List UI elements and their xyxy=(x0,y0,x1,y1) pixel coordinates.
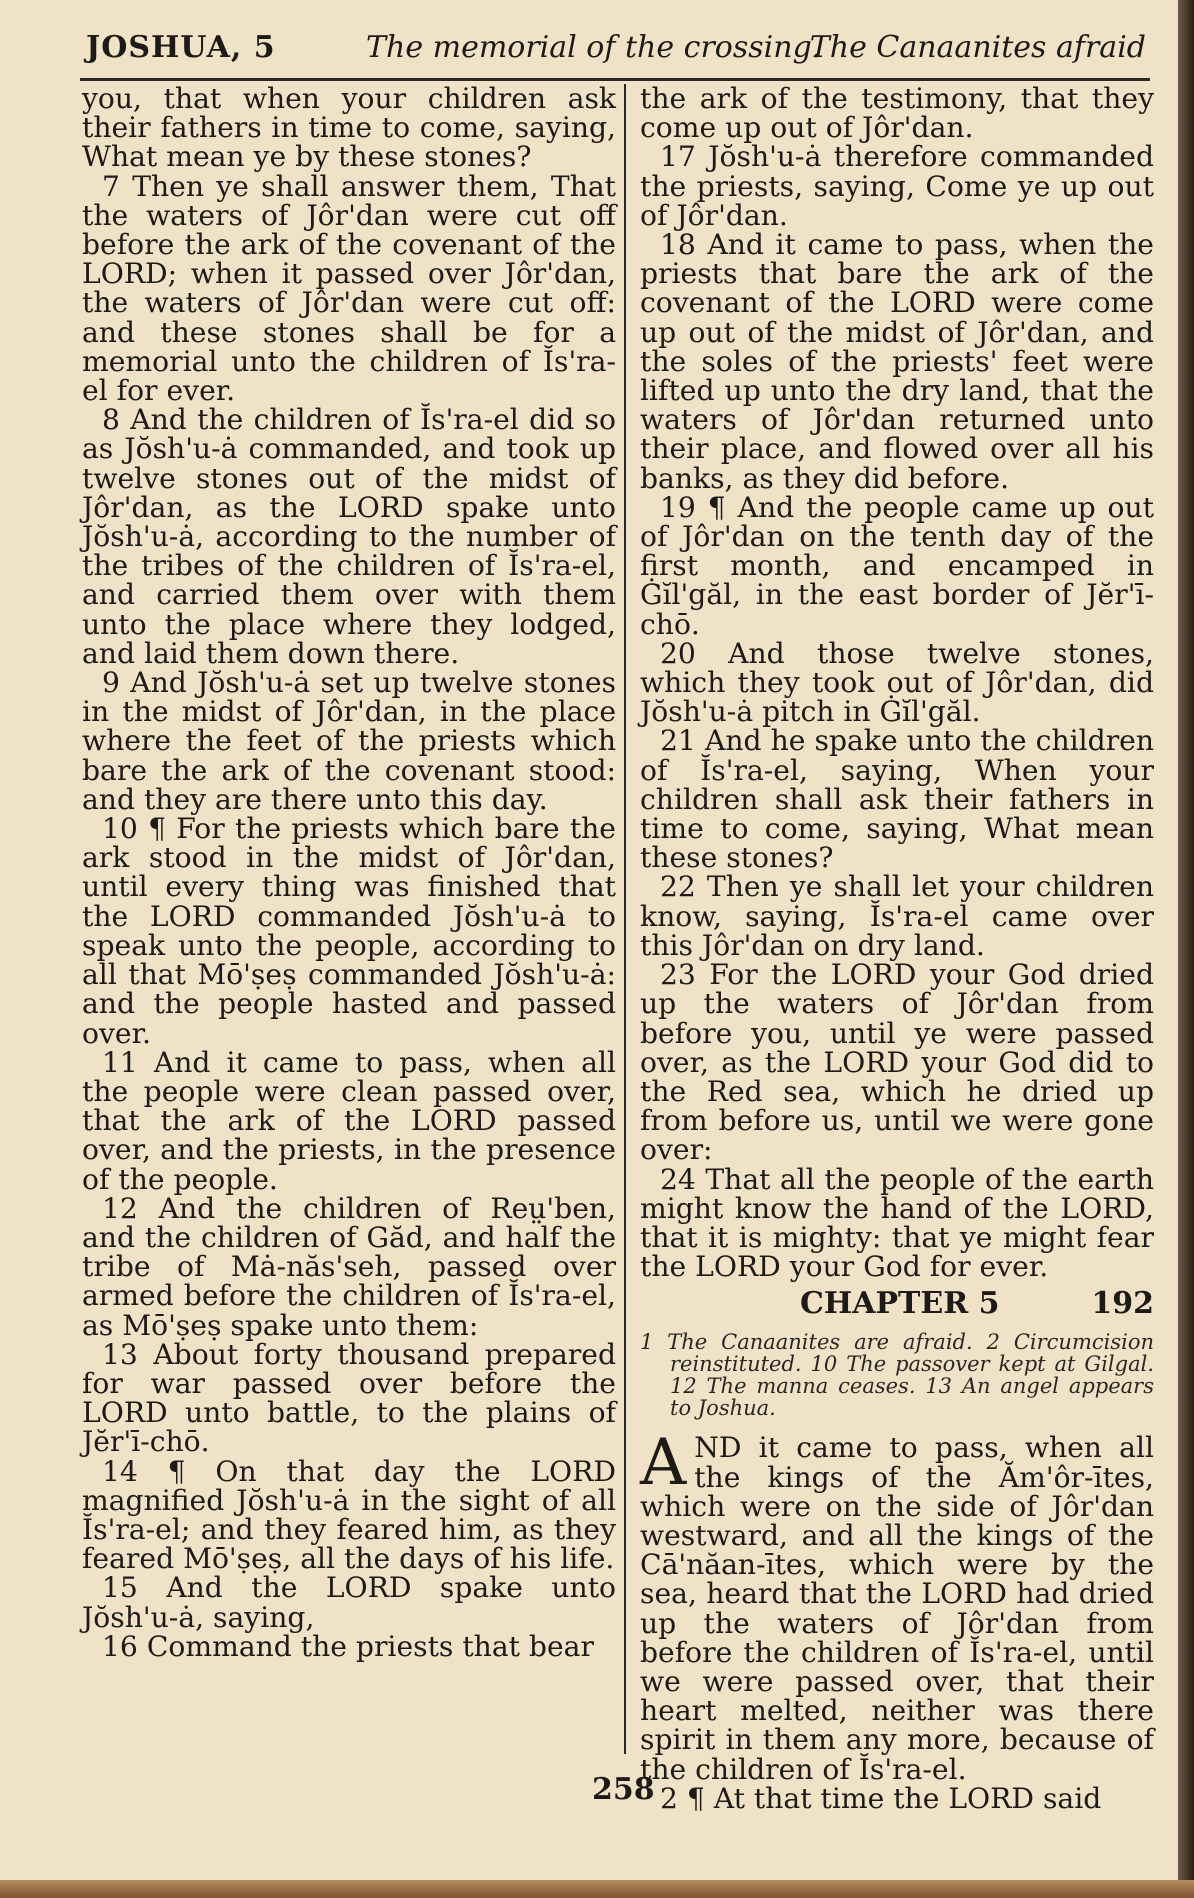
page-number: 258 xyxy=(592,1772,655,1807)
verse-paragraph: 12 And the children of Reṳ'ben, and the children of Găd, and half the tribe of Mȧ-năs'seh, passed over armed before the children of Ĭs'ra-el, as Mō'ṣeṣ spake unto them: xyxy=(82,1191,616,1342)
verse-paragraph: 19 ¶ And the people came up out of Jôr'dan on the tenth day of the first month, and encamped in Ġĭl'găl, in the east border of Jĕr'ī-chō. xyxy=(640,490,1154,641)
verse-paragraph: 24 That all the people of the earth might know the hand of the LORD, that it is mighty: that ye might fear the LORD your God for ever. xyxy=(640,1162,1154,1284)
header-topic-left: The memorial of the crossing. xyxy=(366,30,822,65)
verse-paragraph: 8 And the children of Ĭs'ra-el did so as Jŏsh'u-ȧ commanded, and took up twelve stones out of the midst of Jôr'dan, as the LORD spake unto Jŏsh'u-ȧ, according to the number of the tribes of the children of Ĭs'ra-el, and carried them over with them unto the place where they lodged, and laid them down there. xyxy=(82,403,616,670)
book-edge xyxy=(1178,0,1194,1898)
drop-cap: A xyxy=(640,1426,687,1501)
page-bottom-edge xyxy=(0,1880,1194,1898)
chapter-opening xyxy=(640,1426,1154,1786)
right-column xyxy=(640,84,1154,1813)
left-column xyxy=(82,84,616,1661)
header-topic-right: The Canaanites afraid xyxy=(809,30,1146,65)
book-chapter-heading: JOSHUA, 5 xyxy=(86,30,276,65)
opening-text: ND it came to pass, when all the kings of the Ăm'ôr-ītes, which were on the side of Jôr'dan westward, and all the kings of the Cā'năan-ītes, which were by the sea, heard that the LORD had dried up the waters of Jôr'dan from before the children of Ĭs'ra-el, until we were passed over, that their heart melted, neither was there spirit in them any more, because of the children of Ĭs'ra-el. xyxy=(640,1431,1154,1786)
verse-paragraph: 20 And those twelve stones, which they took out of Jôr'dan, did Jŏsh'u-ȧ pitch in Ġĭl'găl. xyxy=(640,636,1154,729)
chapter-number: 192 xyxy=(1091,1286,1154,1322)
chapter-heading xyxy=(640,1286,1154,1323)
verse-paragraph: you, that when your children ask their fathers in time to come, saying, What mean ye by these stones? xyxy=(82,82,616,174)
verse-paragraph: 10 ¶ For the priests which bare the ark stood in the midst of Jôr'dan, until every thing was finished that the LORD commanded Jŏsh'u-ȧ to speak unto the people, according to all that Mō'ṣeṣ commanded Jŏsh'u-ȧ: and the people hasted and passed over. xyxy=(82,812,616,1050)
verse-paragraph: 22 Then ye shall let your children know, saying, Ĭs'ra-el came over this Jôr'dan on dry land. xyxy=(640,870,1154,962)
verse-paragraph: 17 Jŏsh'u-ȧ therefore commanded the priests, saying, Come ye up out of Jôr'dan. xyxy=(640,140,1154,232)
verse-paragraph: the ark of the testimony, that they come up out of Jôr'dan. xyxy=(640,82,1154,145)
column-divider xyxy=(624,84,626,1754)
verse-paragraph: 16 Command the priests that bear xyxy=(102,1629,594,1663)
running-header xyxy=(86,30,1146,70)
header-rule xyxy=(80,78,1150,81)
verse-paragraph: 9 And Jŏsh'u-ȧ set up twelve stones in the midst of Jôr'dan, in the place where the feet of the priests which bare the ark of the covenant stood: and they are there unto this day. xyxy=(82,666,616,816)
verse-paragraph: 18 And it came to pass, when the priests that bare the ark of the covenant of the LORD were come up out of the midst of Jôr'dan, and the soles of the priests' feet were lifted up unto the dry land, that the waters of Jôr'dan returned unto their place, and flowed over all his banks, as they did before. xyxy=(640,228,1154,495)
verse-paragraph: 21 And he spake unto the children of Ĭs'ra-el, saying, When your children shall ask their fathers in time to come, saying, What mean these stones? xyxy=(640,724,1154,875)
verse-paragraph: 11 And it came to pass, when all the people were clean passed over, that the ark of the LORD passed over, and the priests, in the presence of the people. xyxy=(82,1045,616,1196)
verse-paragraph: 14 ¶ On that day the LORD magnified Jŏsh'u-ȧ in the sight of all Ĭs'ra-el; and they feared him, as they feared Mō'ṣeṣ, all the days of his life. xyxy=(82,1454,616,1576)
verse-paragraph: 2 ¶ At that time the LORD said xyxy=(660,1781,1102,1815)
verse-paragraph: 15 And the LORD spake unto Jŏsh'u-ȧ, saying, xyxy=(82,1571,616,1634)
verse-paragraph: 13 About forty thousand prepared for war passed over before the LORD unto battle, to the plains of Jĕr'ī-chō. xyxy=(82,1337,616,1459)
chapter-title: CHAPTER 5 xyxy=(800,1286,1000,1322)
verse-paragraph: 7 Then ye shall answer them, That the waters of Jôr'dan were cut off before the ark of the covenant of the LORD; when it passed over Jôr'dan, the waters of Jôr'dan were cut off: and these stones shall be for a memorial unto the children of Ĭs'ra-el for ever. xyxy=(82,169,616,408)
chapter-summary: 1 The Canaanites are afraid. 2 Circumcision reinstituted. 10 The passover kept at Gilgal. 12 The manna ceases. 13 An angel appears to Joshua. xyxy=(640,1330,1154,1421)
verse-paragraph: 23 For the LORD your God dried up the waters of Jôr'dan from before you, until ye were passed over, as the LORD your God did to the Red sea, which he dried up from before us, until we were gone over: xyxy=(640,958,1154,1167)
